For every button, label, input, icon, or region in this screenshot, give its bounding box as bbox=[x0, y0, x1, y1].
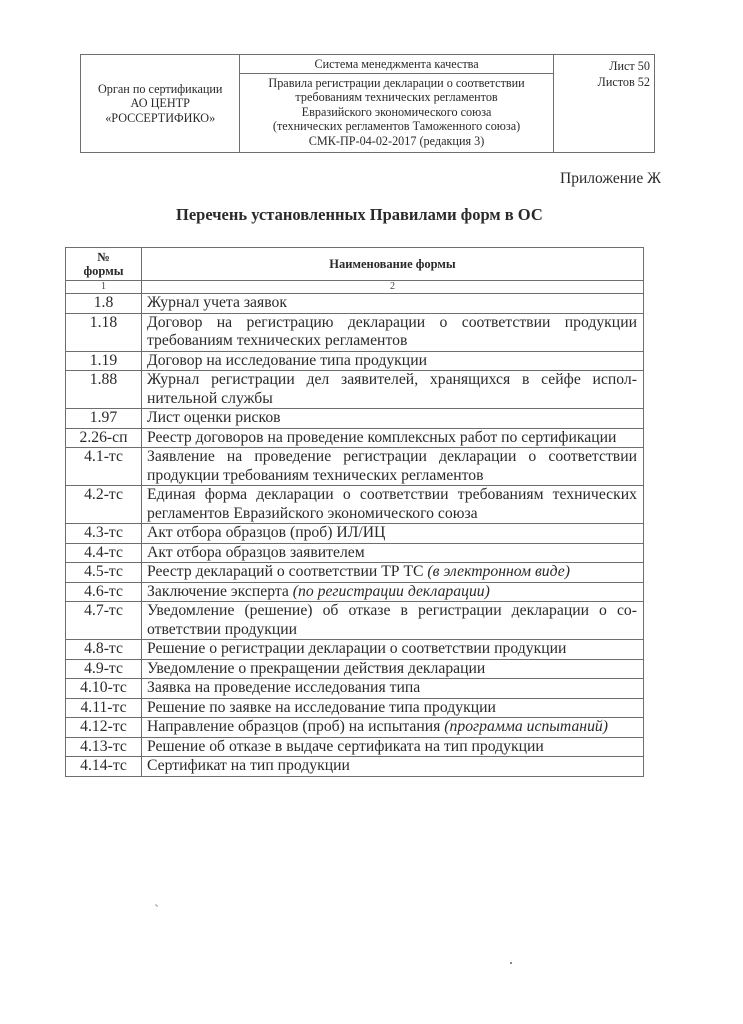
form-number: 4.2-тс bbox=[66, 486, 142, 524]
form-name-cell bbox=[142, 602, 644, 640]
table-row bbox=[66, 563, 644, 583]
form-name-cell bbox=[142, 679, 644, 699]
form-number: 4.13-тс bbox=[66, 737, 142, 757]
form-name-cell bbox=[142, 371, 644, 409]
form-number: 4.5-тс bbox=[66, 563, 142, 583]
form-number: 4.6-тс bbox=[66, 582, 142, 602]
form-number: 1.8 bbox=[66, 294, 142, 314]
form-number: 4.11-тс bbox=[66, 698, 142, 718]
form-name: Уведомление о прекращении действия декларации bbox=[147, 659, 486, 677]
document-header bbox=[80, 54, 655, 153]
form-number: 4.4-тс bbox=[66, 543, 142, 563]
table-row bbox=[66, 409, 644, 429]
table-row bbox=[66, 543, 644, 563]
table-header-row bbox=[66, 248, 644, 281]
document-title-line: (технических регламентов Таможенного союза) bbox=[272, 119, 521, 134]
form-name-cell bbox=[142, 409, 644, 429]
scan-artifact bbox=[510, 962, 512, 964]
table-row bbox=[66, 602, 644, 640]
form-name-cell bbox=[142, 640, 644, 660]
form-name: Единая форма декларации о соответствии требованиям технических регламентов Евразийского экономического союза bbox=[147, 486, 637, 522]
sheet-number: Лист 50 bbox=[609, 59, 650, 73]
table-row bbox=[66, 294, 644, 314]
number-label: формы bbox=[83, 264, 124, 278]
table-row bbox=[66, 582, 644, 602]
page-title: Перечень установленных Правилами форм в ОС bbox=[176, 205, 543, 224]
form-number: 1.97 bbox=[66, 409, 142, 429]
form-name: Заявление на проведение регистрации декларации о соответствии продукции требованиям технических регламентов bbox=[147, 448, 637, 484]
table-row bbox=[66, 679, 644, 699]
form-name: Решение по заявке на исследование типа продукции bbox=[147, 698, 496, 716]
table-row bbox=[66, 428, 644, 448]
form-name: Реестр договоров на проведение комплексных работ по сертификации bbox=[147, 428, 617, 446]
form-number: 4.3-тс bbox=[66, 524, 142, 544]
form-name-cell bbox=[142, 313, 644, 351]
form-name-cell bbox=[142, 428, 644, 448]
form-name-cell bbox=[142, 757, 644, 777]
form-name-cell bbox=[142, 698, 644, 718]
form-name-cell bbox=[142, 737, 644, 757]
organization-line: АО ЦЕНТР bbox=[130, 96, 190, 111]
form-number: 4.9-тс bbox=[66, 659, 142, 679]
organization-line: «РОССЕРТИФИКО» bbox=[105, 110, 216, 125]
form-number: 1.88 bbox=[66, 371, 142, 409]
forms-table-body bbox=[66, 294, 644, 777]
form-name: Сертификат на тип продукции bbox=[147, 757, 350, 774]
form-name-cell bbox=[142, 659, 644, 679]
form-name: Акт отбора образцов заявителем bbox=[147, 543, 365, 561]
form-number: 1.18 bbox=[66, 313, 142, 351]
form-name: Акт отбора образцов (проб) ИЛ/ИЦ bbox=[147, 524, 386, 541]
table-row bbox=[66, 351, 644, 371]
form-note: (по регистрации декларации) bbox=[292, 582, 490, 600]
form-name-cell bbox=[142, 582, 644, 602]
form-name: Лист оценки рисков bbox=[147, 409, 281, 426]
form-name: Решение об отказе в выдаче сертификата на тип продукции bbox=[147, 737, 544, 755]
column-index: 2 bbox=[142, 281, 644, 294]
table-row bbox=[66, 737, 644, 757]
document-title-cell bbox=[240, 74, 553, 153]
form-number: 4.10-тс bbox=[66, 679, 142, 699]
column-index: 1 bbox=[66, 281, 142, 294]
form-number: 1.19 bbox=[66, 351, 142, 371]
form-name-cell bbox=[142, 524, 644, 544]
form-name-cell bbox=[142, 351, 644, 371]
form-name-cell bbox=[142, 448, 644, 486]
form-number: 4.8-тс bbox=[66, 640, 142, 660]
form-name: Журнал учета заявок bbox=[147, 294, 287, 311]
form-name-cell bbox=[142, 718, 644, 738]
scan-artifact bbox=[155, 904, 158, 907]
table-row bbox=[66, 371, 644, 409]
form-name: Договор на регистрацию декларации о соответствии продукции требованиям технических регламентов bbox=[147, 313, 637, 349]
table-row bbox=[66, 448, 644, 486]
table-row bbox=[66, 698, 644, 718]
table-row bbox=[66, 486, 644, 524]
column-header-number bbox=[66, 248, 142, 281]
form-number: 4.7-тс bbox=[66, 602, 142, 640]
form-name-cell bbox=[142, 294, 644, 314]
appendix-label: Приложение Ж bbox=[560, 170, 661, 187]
form-number: 4.1-тс bbox=[66, 448, 142, 486]
sheets-total: Листов 52 bbox=[597, 75, 650, 89]
table-row bbox=[66, 659, 644, 679]
form-number: 4.12-тс bbox=[66, 718, 142, 738]
table-row bbox=[66, 640, 644, 660]
quality-system-cell: Система менеджмента качества bbox=[240, 55, 553, 74]
form-name: Решение о регистрации декларации о соответствии продукции bbox=[147, 640, 567, 657]
column-header-name: Наименование формы bbox=[142, 248, 644, 281]
column-index-row bbox=[66, 281, 644, 294]
form-name: Направление образцов (проб) на испытания bbox=[147, 718, 445, 735]
form-number: 2.26-сп bbox=[66, 428, 142, 448]
forms-table bbox=[65, 247, 644, 777]
document-title-line: Правила регистрации декларации о соответствии bbox=[268, 75, 525, 90]
document-title-line: требованиям технических регламентов bbox=[295, 90, 498, 105]
form-name: Договор на исследование типа продукции bbox=[147, 351, 427, 369]
table-row bbox=[66, 313, 644, 351]
form-note: (в электронном виде) bbox=[427, 563, 570, 580]
form-name: Уведомление (решение) об отказе в регистрации декларации о соответствии продукции bbox=[147, 602, 637, 638]
organization-cell bbox=[81, 55, 240, 153]
form-number: 4.14-тс bbox=[66, 757, 142, 777]
form-name-cell bbox=[142, 486, 644, 524]
form-note: (программа испытаний) bbox=[444, 718, 608, 735]
form-name: Заключение эксперта bbox=[147, 582, 293, 600]
form-name: Заявка на проведение исследования типа bbox=[147, 679, 421, 696]
form-name-cell bbox=[142, 563, 644, 583]
form-name-cell bbox=[142, 543, 644, 563]
number-sign: № bbox=[97, 250, 110, 264]
form-name: Журнал регистрации дел заявителей, хранящихся в сейфе исполнительной службы bbox=[147, 371, 637, 407]
sheet-info-cell bbox=[553, 55, 654, 153]
organization-line: Орган по сертификации bbox=[98, 81, 223, 96]
document-title-line: Евразийского экономического союза bbox=[301, 104, 492, 119]
form-name: Реестр деклараций о соответствии ТР ТС bbox=[147, 563, 428, 580]
table-row bbox=[66, 757, 644, 777]
table-row bbox=[66, 524, 644, 544]
table-row bbox=[66, 718, 644, 738]
document-code: СМК-ПР-04-02-2017 (редакция 3) bbox=[308, 133, 485, 148]
